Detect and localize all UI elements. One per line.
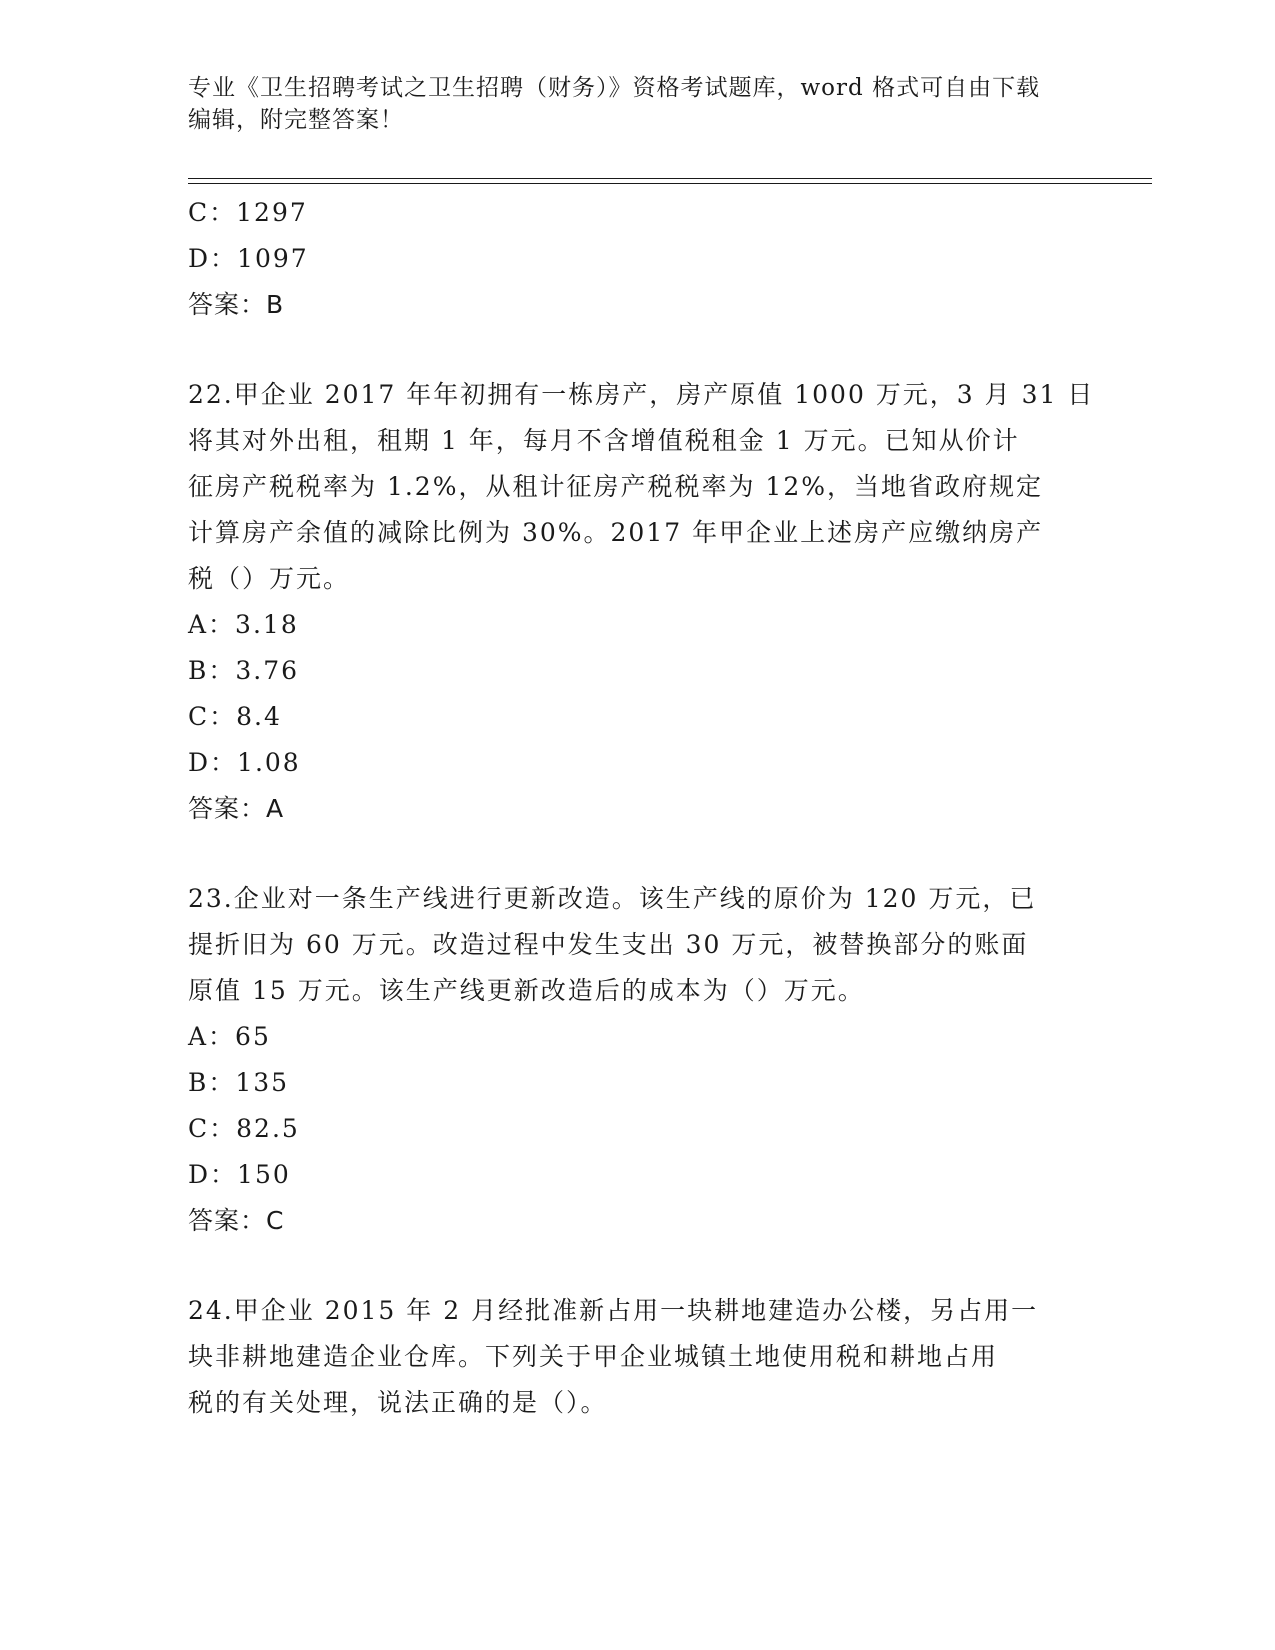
option-line: C：8.4 bbox=[188, 702, 282, 731]
question-text-line: 税（）万元。 bbox=[188, 564, 351, 593]
answer-line: 答案：C bbox=[188, 1206, 285, 1235]
header-line-2: 编辑，附完整答案！ bbox=[188, 107, 404, 133]
prev-question-tail bbox=[188, 190, 1078, 328]
header-line-1: 专业《卫生招聘考试之卫生招聘（财务）》资格考试题库，word 格式可自由下载 bbox=[188, 75, 1041, 101]
question-text-line: 提折旧为 60 万元。改造过程中发生支出 30 万元，被替换部分的账面 bbox=[188, 930, 1029, 959]
question-text-line: 24.甲企业 2015 年 2 月经批准新占用一块耕地建造办公楼，另占用一 bbox=[188, 1296, 1039, 1325]
answer-line: 答案：A bbox=[188, 794, 285, 823]
document-header bbox=[188, 72, 1088, 136]
question-text-line: 税的有关处理，说法正确的是（）。 bbox=[188, 1388, 608, 1417]
option-line: A：65 bbox=[188, 1022, 271, 1051]
question-24 bbox=[188, 1288, 1078, 1426]
question-text-line: 22.甲企业 2017 年年初拥有一栋房产，房产原值 1000 万元，3 月 31 日 bbox=[188, 380, 1095, 409]
option-line: D：1.08 bbox=[188, 748, 301, 777]
spacer bbox=[188, 832, 1078, 876]
option-line: C：1297 bbox=[188, 198, 308, 227]
question-text-line: 计算房产余值的减除比例为 30%。2017 年甲企业上述房产应缴纳房产 bbox=[188, 518, 1044, 547]
question-23 bbox=[188, 876, 1078, 1244]
header-rule-bottom bbox=[188, 183, 1152, 184]
header-rule-top bbox=[188, 178, 1152, 179]
option-line: A：3.18 bbox=[188, 610, 299, 639]
question-22 bbox=[188, 372, 1095, 832]
question-text-line: 块非耕地建造企业仓库。下列关于甲企业城镇土地使用税和耕地占用 bbox=[188, 1342, 999, 1371]
question-text-line: 23.企业对一条生产线进行更新改造。该生产线的原价为 120 万元，已 bbox=[188, 884, 1037, 913]
option-line: D：1097 bbox=[188, 244, 309, 273]
question-text-line: 将其对外出租，租期 1 年，每月不含增值税租金 1 万元。已知从价计 bbox=[188, 426, 1020, 455]
question-text-line: 征房产税税率为 1.2%，从租计征房产税税率为 12%，当地省政府规定 bbox=[188, 472, 1043, 501]
answer-line: 答案：B bbox=[188, 290, 285, 319]
document-body bbox=[188, 190, 1095, 1426]
option-line: C：82.5 bbox=[188, 1114, 300, 1143]
option-line: B：135 bbox=[188, 1068, 290, 1097]
spacer bbox=[188, 328, 1078, 372]
option-line: B：3.76 bbox=[188, 656, 300, 685]
question-text-line: 原值 15 万元。该生产线更新改造后的成本为（）万元。 bbox=[188, 976, 865, 1005]
spacer bbox=[188, 1244, 1078, 1288]
option-line: D：150 bbox=[188, 1160, 291, 1189]
